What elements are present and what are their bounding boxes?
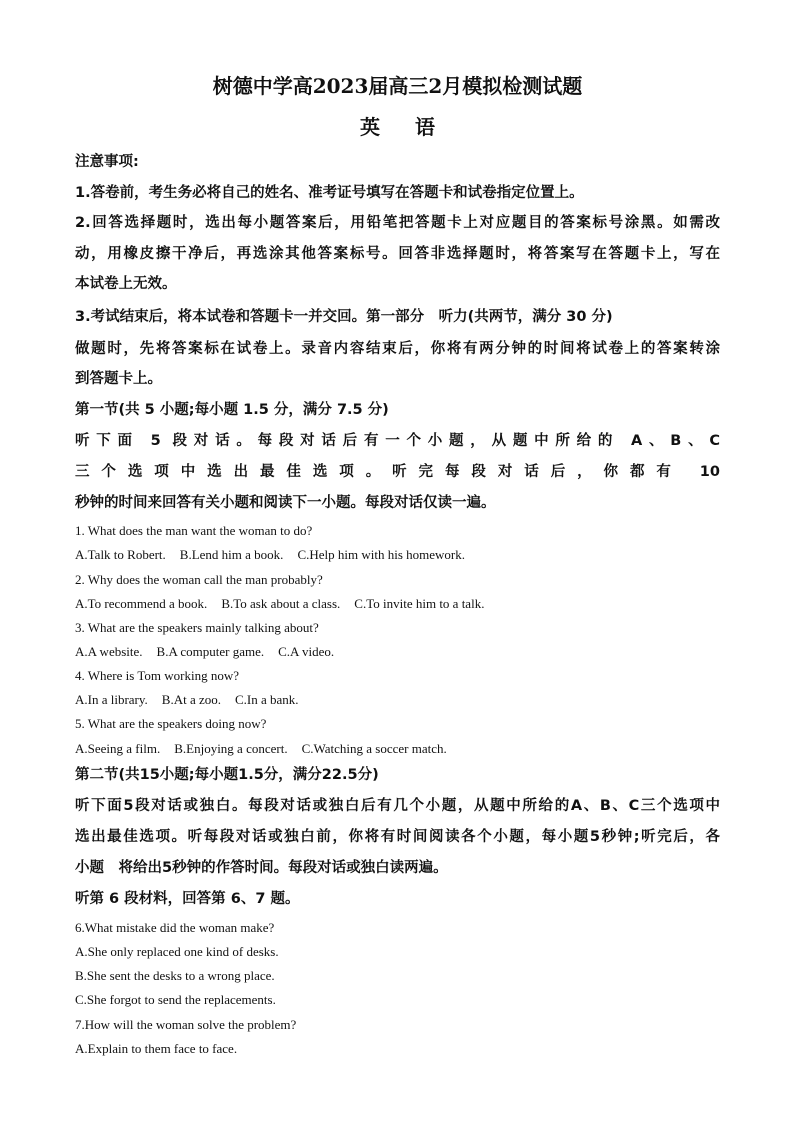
option-c: C.In a bank. (235, 692, 299, 707)
section-1-instruction-line-2: 三个选项中选出最佳选项。听完每段对话后，你都有 10 (75, 464, 720, 480)
question-3: 3. What are the speakers mainly talking about? (75, 620, 319, 635)
notice-item-2-line-1: 2.回答选择题时，选出每小题答案后，用铅笔把答题卡上对应题目的答案标号涂黑。如需改 (75, 215, 720, 231)
exam-title: 树德中学高2023届高三2月模拟检测试题 (212, 74, 583, 98)
question-3-options (75, 643, 720, 661)
material-6-heading: 听第 6 段材料，回答第 6、7 题。 (75, 891, 300, 907)
question-5: 5. What are the speakers doing now? (75, 716, 267, 731)
question-6-option-a: A.She only replaced one kind of desks. (75, 944, 279, 959)
section-2-instruction-line-1: 听下面5段对话或独白。每段对话或独白后有几个小题，从题中所给的A、B、C三个选项中 (75, 798, 720, 814)
option-c: C.Watching a soccer match. (301, 741, 447, 756)
question-2-options (75, 595, 720, 613)
question-6: 6.What mistake did the woman make? (75, 920, 275, 935)
option-b: B.Lend him a book. (179, 547, 284, 562)
option-a: A.A website. (75, 644, 143, 659)
option-c: C.Help him with his homework. (297, 547, 465, 562)
listening-instruction-line-1: 做题时，先将答案标在试卷上。录音内容结束后，你将有两分钟的时间将试卷上的答案转涂 (75, 341, 720, 357)
question-4: 4. Where is Tom working now? (75, 668, 239, 683)
section-2-instruction-line-3: 小题 将给出5秒钟的作答时间。每段对话或独白读两遍。 (75, 860, 448, 876)
option-c: C.A video. (278, 644, 335, 659)
section-2-instruction-line-2: 选出最佳选项。听每段对话或独白前，你将有时间阅读各个小题，每小题5秒钟;听完后，各 (75, 829, 720, 845)
notice-item-2-line-3: 本试卷上无效。 (75, 276, 177, 292)
option-c: C.To invite him to a talk. (354, 596, 485, 611)
question-6-option-b: B.She sent the desks to a wrong place. (75, 968, 275, 983)
question-4-options (75, 691, 720, 709)
notice-item-3: 3.考试结束后，将本试卷和答题卡一并交回。第一部分 听力(共两节，满分 30 分) (75, 309, 613, 325)
listening-instruction-line-2: 到答题卡上。 (75, 371, 162, 387)
question-7-option-a: A.Explain to them face to face. (75, 1041, 238, 1056)
question-6-option-c: C.She forgot to send the replacements. (75, 992, 276, 1007)
option-a: A.Seeing a film. (75, 741, 161, 756)
question-7: 7.How will the woman solve the problem? (75, 1017, 297, 1032)
option-b: B.To ask about a class. (221, 596, 341, 611)
question-1: 1. What does the man want the woman to do? (75, 523, 313, 538)
option-a: A.Talk to Robert. (75, 547, 166, 562)
notice-heading: 注意事项: (75, 154, 139, 170)
option-b: B.A computer game. (156, 644, 265, 659)
question-5-options (75, 740, 720, 758)
notice-item-1: 1.答卷前，考生务必将自己的姓名、准考证号填写在答题卡和试卷指定位置上。 (75, 185, 584, 201)
option-a: A.In a library. (75, 692, 148, 707)
option-b: B.At a zoo. (161, 692, 222, 707)
option-a: A.To recommend a book. (75, 596, 208, 611)
option-b: B.Enjoying a concert. (174, 741, 288, 756)
notice-item-2-line-2: 动，用橡皮擦干净后，再选涂其他答案标号。回答非选择题时，将答案写在答题卡上，写在 (75, 246, 720, 262)
section-1-instruction-line-1: 听下面 5 段对话。每段对话后有一个小题，从题中所给的 A、B、C (75, 433, 720, 449)
section-1-heading: 第一节(共 5 小题;每小题 1.5 分，满分 7.5 分) (75, 402, 389, 418)
subject-title: 英 语 (360, 115, 449, 139)
question-2: 2. Why does the woman call the man probably? (75, 572, 323, 587)
section-2-heading: 第二节(共15小题;每小题1.5分，满分22.5分) (75, 767, 379, 783)
section-1-instruction-line-3: 秒钟的时间来回答有关小题和阅读下一小题。每段对话仅读一遍。 (75, 495, 496, 511)
question-1-options (75, 546, 720, 564)
